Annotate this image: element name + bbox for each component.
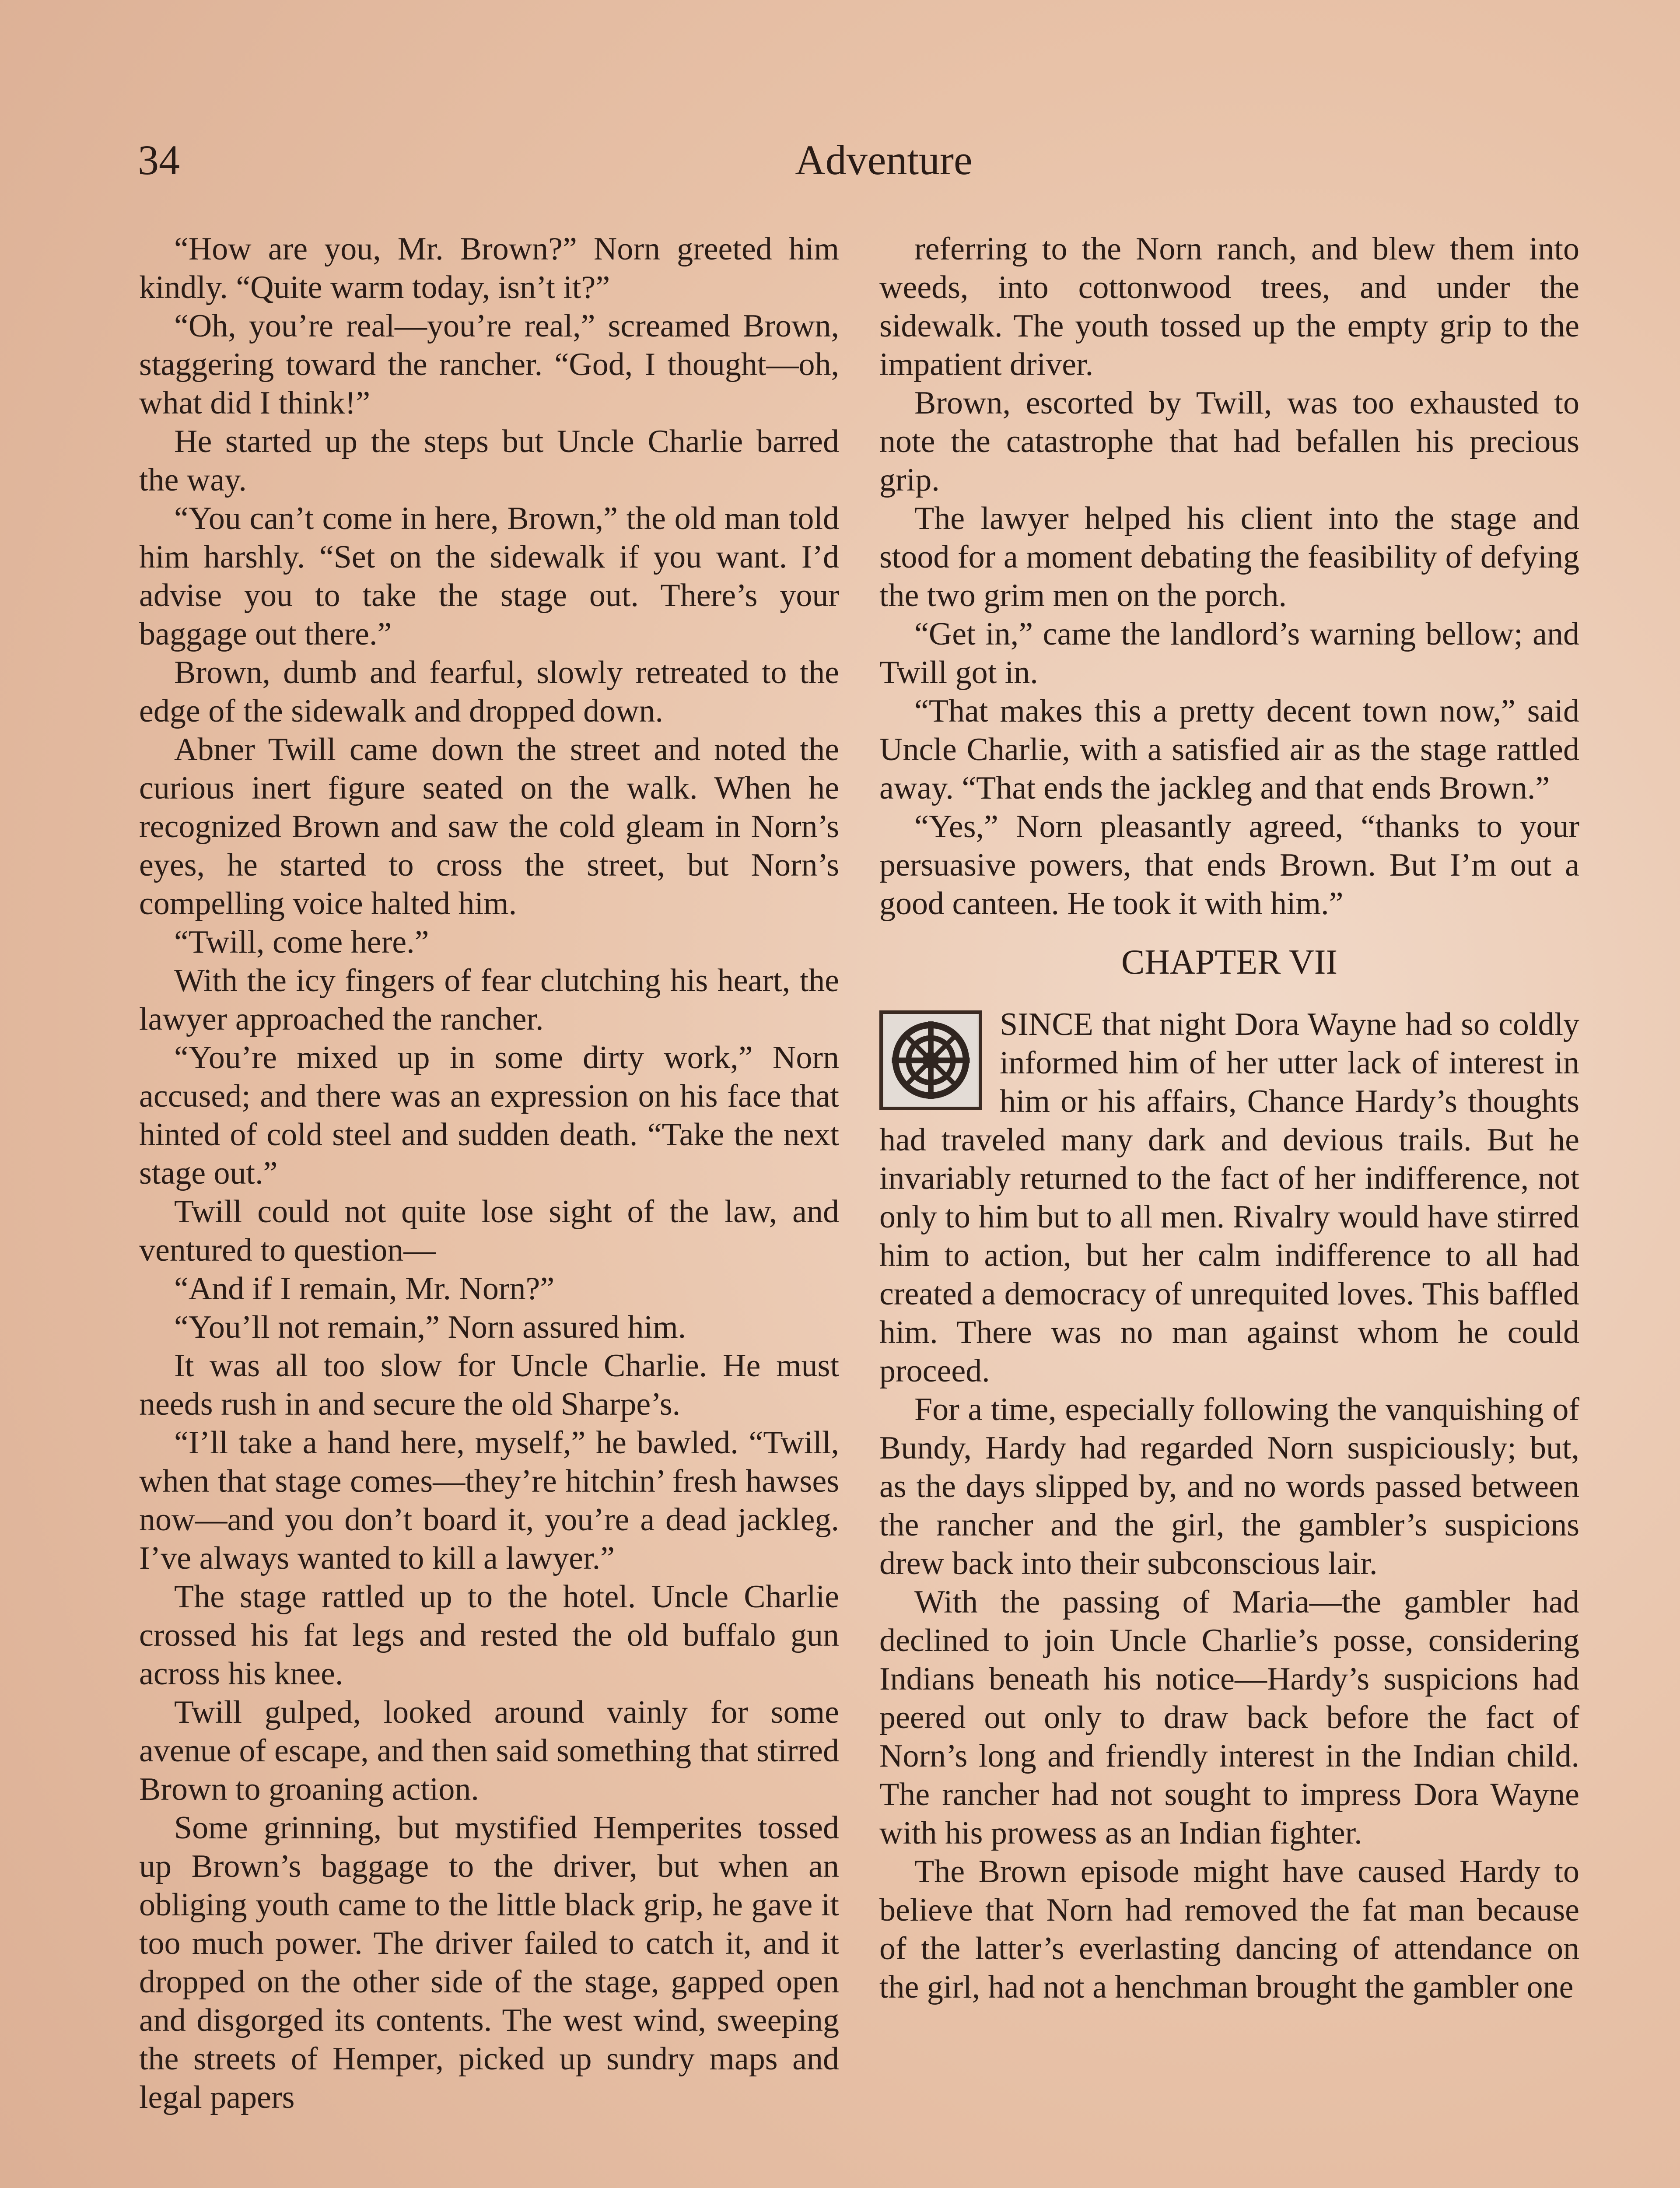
paragraph: Brown, dumb and fearful, slowly retreated to the edge of the sidewalk and dropped down. [139, 655, 839, 729]
page-number: 34 [138, 137, 180, 183]
celtic-knot-icon [879, 1010, 982, 1110]
paragraph: He started up the steps but Uncle Charlie barred the way. [139, 424, 839, 498]
paragraph: It was all too slow for Uncle Charlie. He must needs rush in and secure the old Sharpe’s. [139, 1348, 839, 1422]
paragraph: “Yes,” Norn pleasantly agreed, “thanks to your persuasive powers, that ends Brown. But I’m out a good canteen. He took it with him.” [879, 809, 1579, 922]
paragraph: The stage rattled up to the hotel. Uncle Charlie crossed his fat legs and rested the old buffalo gun across his knee. [139, 1579, 839, 1692]
paragraph: Brown, escorted by Twill, was too exhausted to note the catastrophe that had befallen his precious grip. [879, 385, 1579, 498]
paragraph: For a time, especially following the vanquishing of Bundy, Hardy had regarded Norn suspiciously; but, as the days slipped by, and no words passed between the rancher and the girl, the gambler’s suspicions drew back into their subconscious lair. [879, 1392, 1579, 1581]
paragraph: “Get in,” came the landlord’s warning bellow; and Twill got in. [879, 616, 1579, 691]
paragraph: “And if I remain, Mr. Norn?” [174, 1271, 555, 1307]
paragraph: “That makes this a pretty decent town now,” said Uncle Charlie, with a satisfied air as the stage rattled away. “That ends the jackleg and that ends Brown.” [879, 693, 1579, 806]
right-column [879, 230, 1579, 2188]
paragraph: “Oh, you’re real—you’re real,” screamed Brown, staggering toward the rancher. “God, I thought—oh, what did I think!” [139, 308, 839, 421]
paragraph: Twill gulped, looked around vainly for some avenue of escape, and then said something that stirred Brown to groaning action. [139, 1694, 839, 1807]
paragraph: “How are you, Mr. Brown?” Norn greeted him kindly. “Quite warm today, isn’t it?” [139, 231, 839, 305]
paragraph: Some grinning, but mystified Hemperites tossed up Brown’s baggage to the driver, but when an obliging youth came to the little black grip, he gave it too much power. The driver failed to catch it, and it dropped on the other side of the stage, gapped open and disgorged its contents. The west wind, sweeping the streets of Hemper, picked up sundry maps and legal papers [139, 1810, 839, 2115]
paragraph: Twill could not quite lose sight of the law, and ventured to question— [139, 1194, 839, 1268]
paragraph: “You can’t come in here, Brown,” the old man told him harshly. “Set on the sidewalk if you want. I’d advise you to take the stage out. There’s your baggage out there.” [139, 501, 839, 652]
paragraph: referring to the Norn ranch, and blew them into weeds, into cottonwood trees, and under the sidewalk. The youth tossed up the empty grip to the impatient driver. [879, 231, 1579, 382]
paragraph: With the passing of Maria—the gambler had declined to join Uncle Charlie’s posse, considering Indians beneath his notice—Hardy’s suspicions had peered out only to draw back before the fact of Norn’s long and friendly interest in the Indian child. The rancher had not sought to impress Dora Wayne with his prowess as an Indian fighter. [879, 1584, 1579, 1851]
chapter-heading: CHAPTER VII [1121, 943, 1338, 982]
paragraph: “You’re mixed up in some dirty work,” Norn accused; and there was an expression on his face that hinted of cold steel and sudden death. “Take the next stage out.” [139, 1040, 839, 1191]
left-column [139, 230, 839, 2188]
paragraph: With the icy fingers of fear clutching his heart, the lawyer approached the rancher. [139, 963, 839, 1037]
paragraph: The lawyer helped his client into the stage and stood for a moment debating the feasibility of defying the two grim men on the porch. [879, 501, 1579, 614]
paragraph: “I’ll take a hand here, myself,” he bawled. “Twill, when that stage comes—they’re hitchin’ fresh hawses now—and you don’t board it, you’re a dead jackleg. I’ve always wanted to kill a lawyer.” [139, 1425, 839, 1576]
paragraph: The Brown episode might have caused Hardy to believe that Norn had removed the fat man because of the latter’s everlasting dancing of attendance on the girl, had not a henchman brought the gambler one [879, 1854, 1579, 2005]
paragraph: Abner Twill came down the street and noted the curious inert figure seated on the walk. When he recognized Brown and saw the cold gleam in Norn’s eyes, he started to cross the street, but Norn’s compelling voice halted him. [139, 732, 839, 922]
paragraph: “Twill, come here.” [174, 924, 429, 960]
paragraph: SINCE that night Dora Wayne had so coldly informed him of her utter lack of interest in him or his affairs, Chance Hardy’s thoughts had traveled many dark and devious trails. But he invariably returned to the fact of her indifference, not only to him but to all men. Rivalry would have stirred him to action, but her calm indifference to all had created a democracy of unrequited loves. This baffled him. There was no man against whom he could proceed. [879, 1006, 1579, 1389]
running-title: Adventure [795, 137, 973, 183]
paragraph: “You’ll not remain,” Norn assured him. [174, 1309, 686, 1345]
